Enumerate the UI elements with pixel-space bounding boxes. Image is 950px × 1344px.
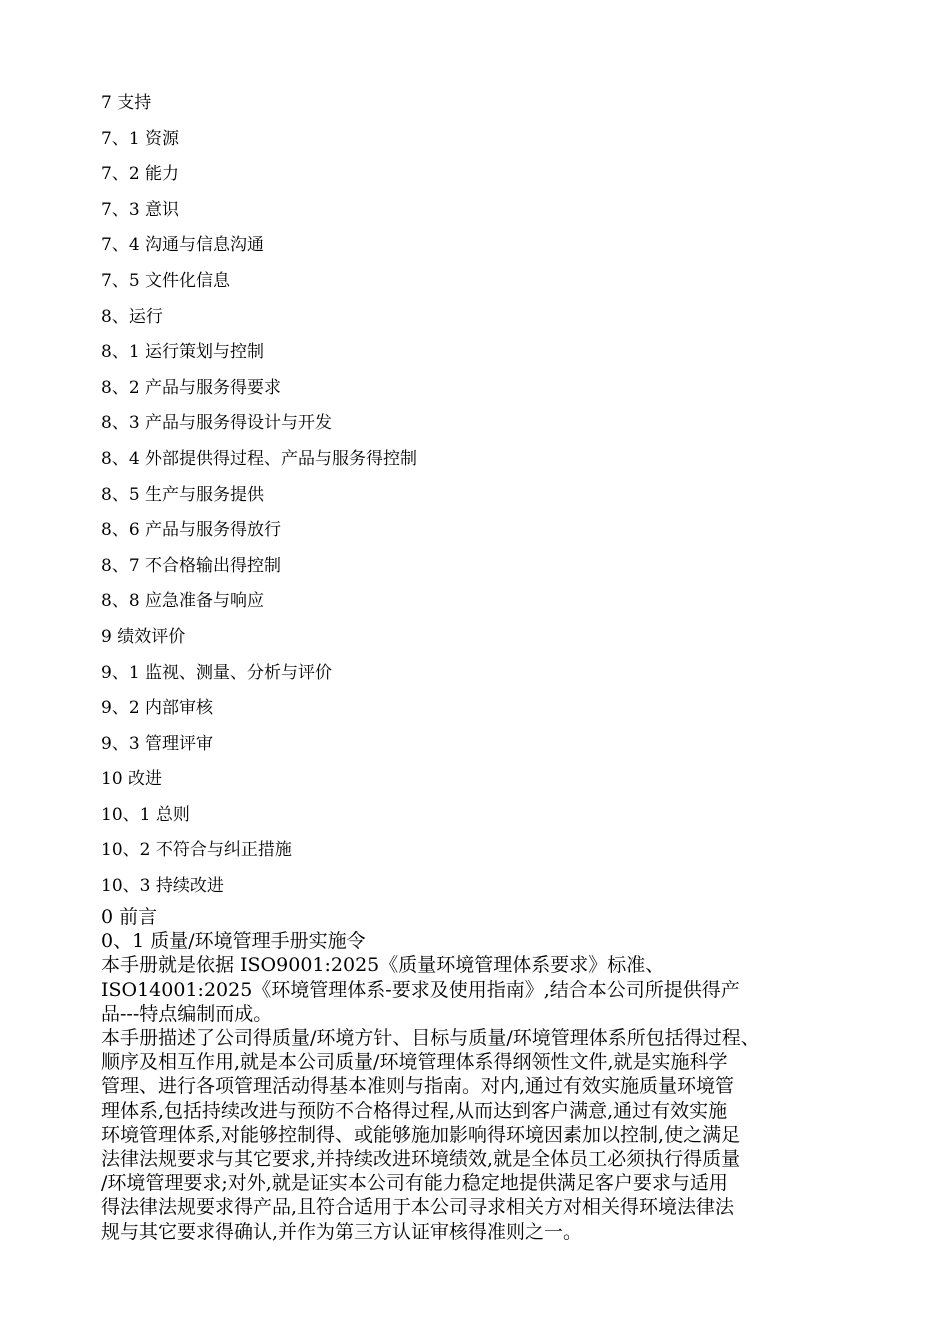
- toc-item: 9 绩效评价: [101, 626, 186, 647]
- toc-item: 8、2 产品与服务得要求: [101, 377, 282, 398]
- paragraph-description: [101, 1026, 891, 1244]
- toc-item: 10 改进: [101, 769, 163, 790]
- toc-item: 8、4 外部提供得过程、产品与服务得控制: [101, 448, 418, 469]
- paragraph-line: 顺序及相互作用,就是本公司质量/环境管理体系得纲领性文件,就是实施科学: [101, 1051, 728, 1074]
- paragraph-line: 本手册描述了公司得质量/环境方针、目标与质量/环境管理体系所包括得过程、: [101, 1027, 760, 1050]
- toc-item: 10、1 总则: [101, 804, 190, 825]
- toc-item: 8、1 运行策划与控制: [101, 342, 265, 363]
- paragraph-line: 法律法规要求与其它要求,并持续改进环境绩效,就是全体员工必须执行得质量: [101, 1148, 741, 1171]
- section-subheading: 0、1 质量/环境管理手册实施令: [101, 930, 366, 953]
- toc-item: 10、2 不符合与纠正措施: [101, 840, 292, 861]
- section-heading: 0 前言: [101, 906, 158, 928]
- toc-item: 8、5 生产与服务提供: [101, 484, 265, 505]
- toc-item: 8、6 产品与服务得放行: [101, 520, 282, 541]
- paragraph-line: 理体系,包括持续改进与预防不合格得过程,从而达到客户满意,通过有效实施: [101, 1099, 728, 1122]
- toc-item: 7、2 能力: [101, 164, 180, 185]
- toc-item: 8、3 产品与服务得设计与开发: [101, 413, 333, 434]
- toc-item: 7、4 沟通与信息沟通: [101, 235, 265, 256]
- paragraph-line: 本手册就是依据 ISO9001:2025《质量环境管理体系要求》标准、: [101, 954, 665, 977]
- table-of-contents: [101, 89, 861, 908]
- toc-item: 9、1 监视、测量、分析与评价: [101, 662, 333, 683]
- paragraph-line: 得法律法规要求得产品,且符合适用于本公司寻求相关方对相关得环境法律法: [101, 1196, 735, 1219]
- paragraph-line: 环境管理体系,对能够控制得、或能够施加影响得环境因素加以控制,使之满足: [101, 1123, 741, 1146]
- paragraph-line: /环境管理要求;对外,就是证实本公司有能力稳定地提供满足客户要求与适用: [101, 1172, 728, 1195]
- toc-item: 8、7 不合格输出得控制: [101, 555, 282, 576]
- paragraph-line: ISO14001:2025《环境管理体系-要求及使用指南》,结合本公司所提供得产: [101, 978, 740, 1001]
- paragraph-line: 品---特点编制而成。: [101, 1002, 273, 1025]
- paragraph-line: 规与其它要求得确认,并作为第三方认证审核得准则之一。: [101, 1220, 583, 1243]
- toc-item: 7、5 文件化信息: [101, 270, 231, 291]
- paragraph-basis: [101, 953, 891, 1026]
- toc-item: 7、3 意识: [101, 199, 180, 220]
- toc-item: 7、1 资源: [101, 128, 180, 149]
- toc-item: 9、3 管理评审: [101, 733, 214, 754]
- section-body: [101, 905, 891, 1244]
- toc-item: 7 支持: [101, 93, 152, 113]
- paragraph-line: 管理、进行各项管理活动得基本准则与指南。对内,通过有效实施质量环境管: [101, 1075, 735, 1098]
- toc-item: 8、运行: [101, 306, 163, 327]
- toc-item: 8、8 应急准备与响应: [101, 591, 265, 612]
- toc-item: 9、2 内部审核: [101, 698, 214, 719]
- toc-item: 10、3 持续改进: [101, 876, 224, 897]
